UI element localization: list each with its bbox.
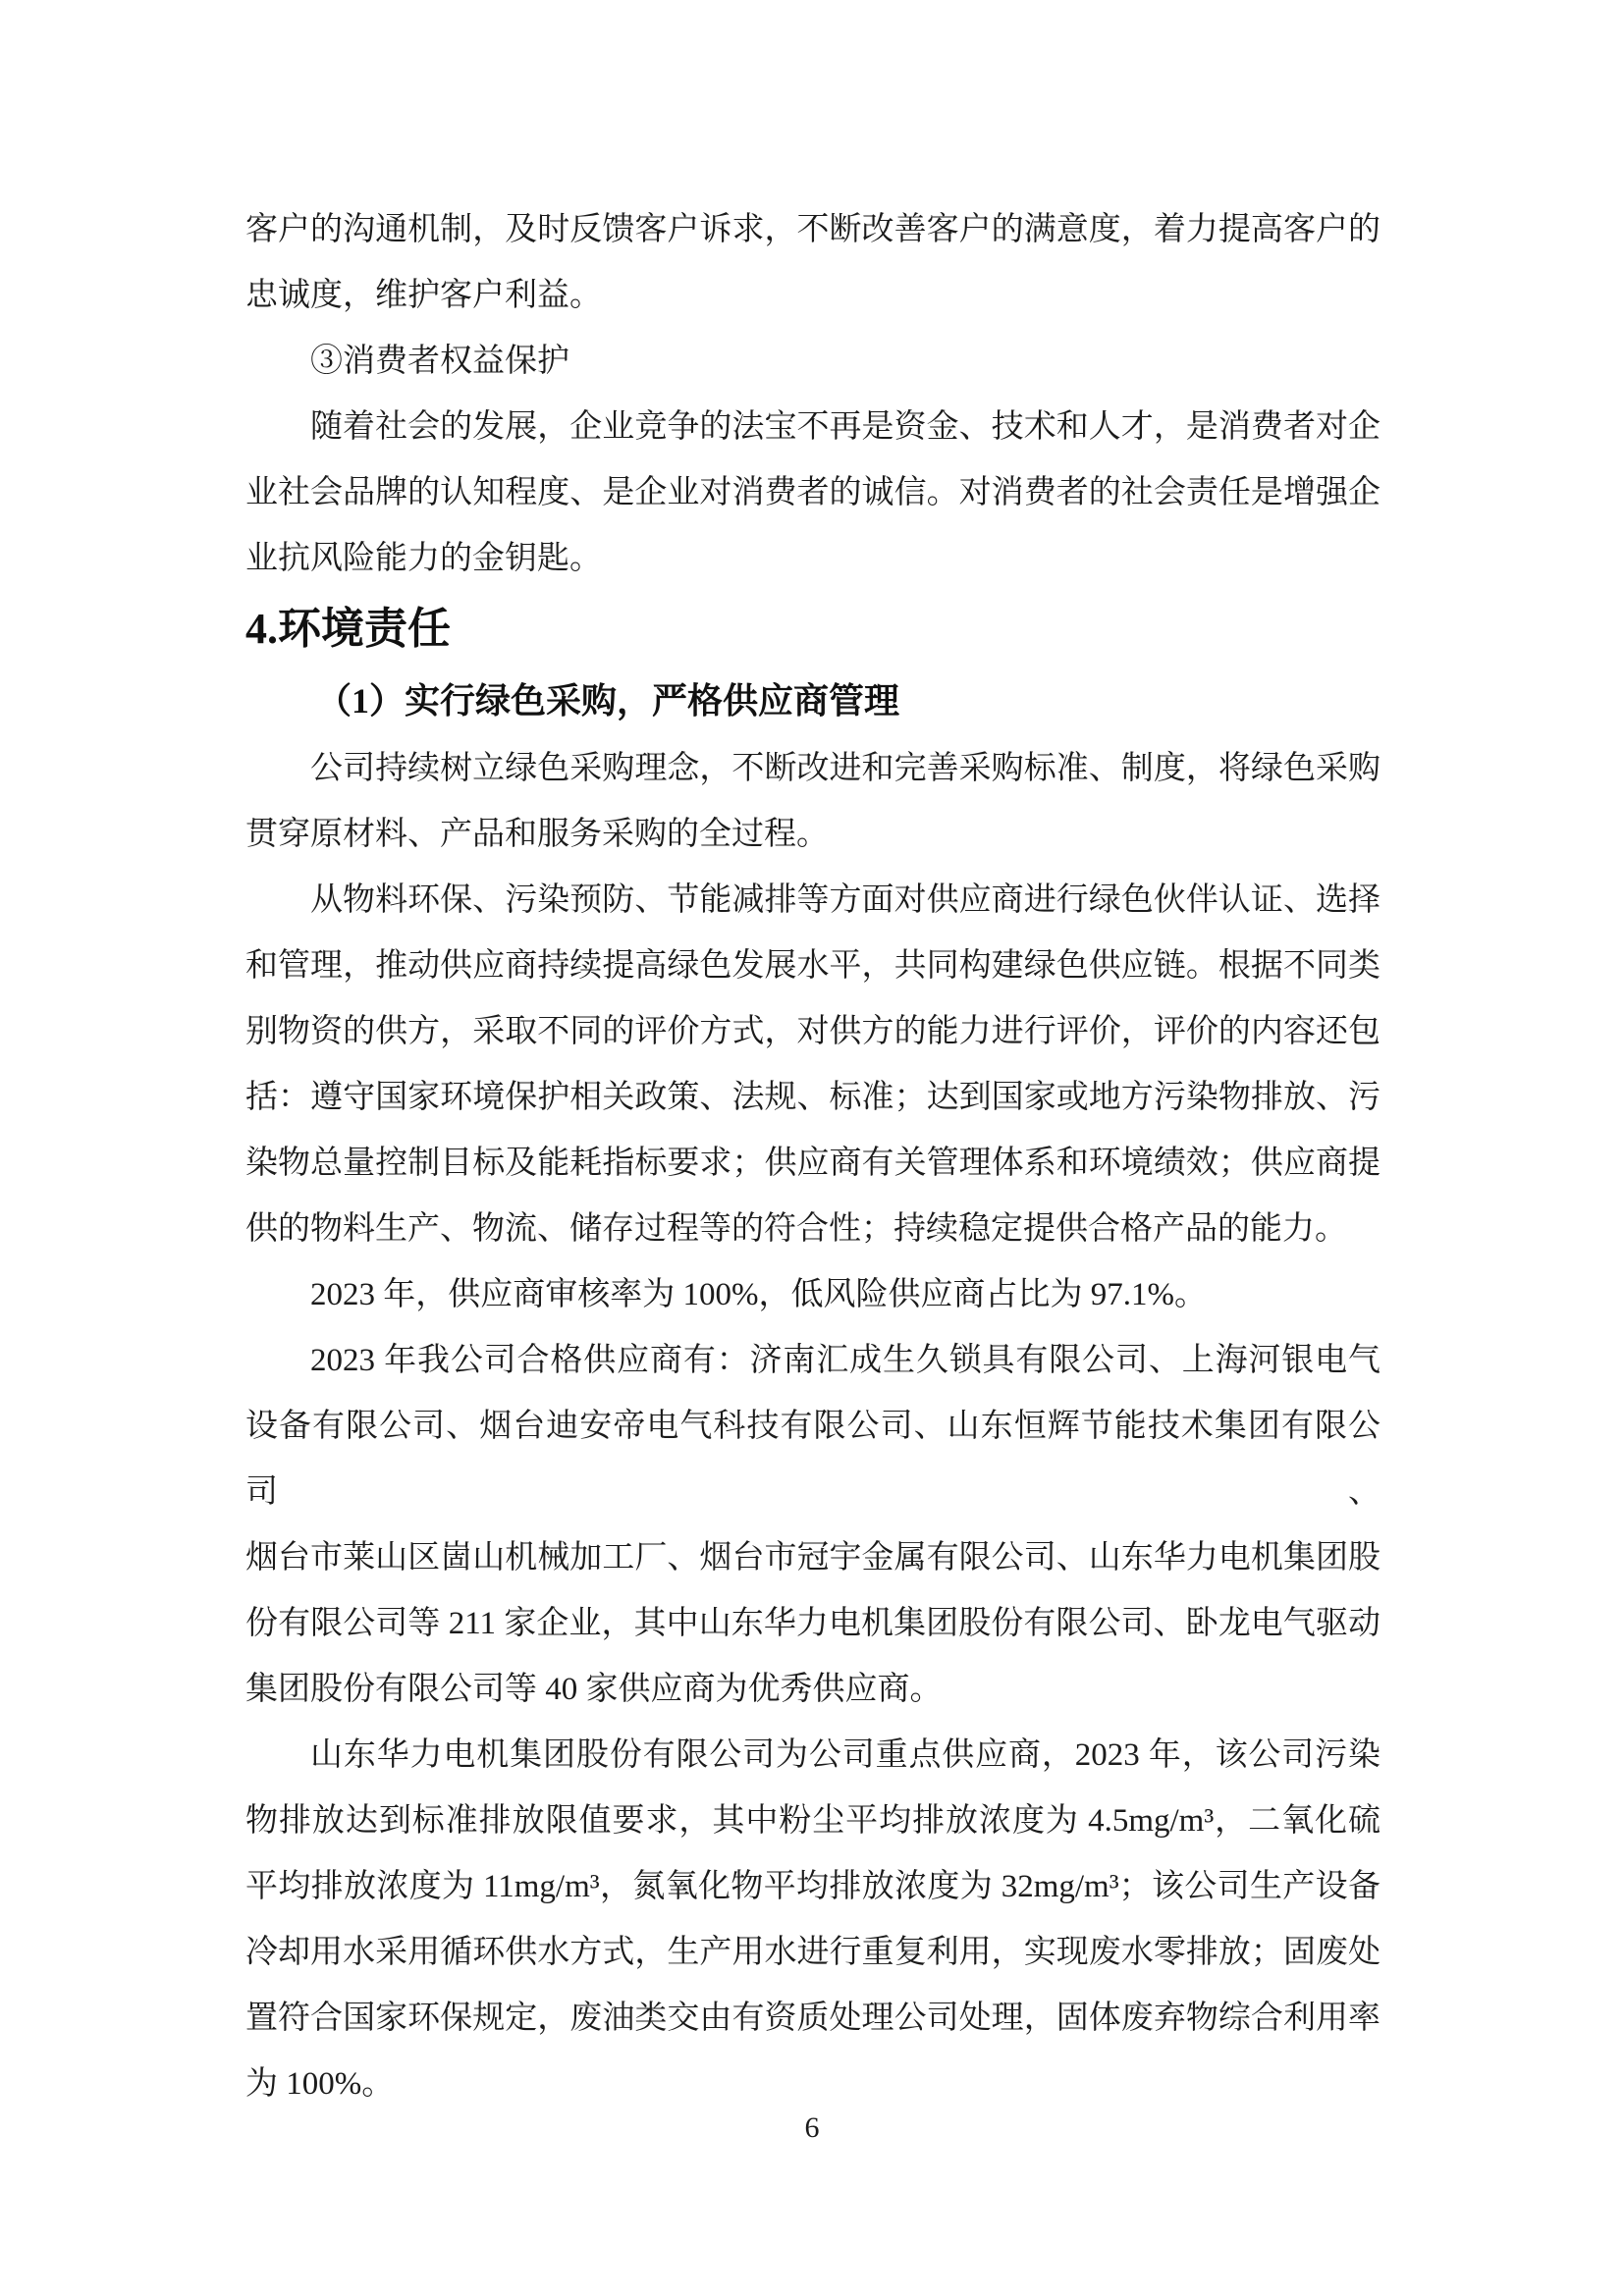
para-customer-communication-line-1: 客户的沟通机制，及时反馈客户诉求，不断改善客户的满意度，着力提高客户的 [245,212,1380,247]
para-qualified-suppliers-line-2: 设备有限公司、烟台迪安帝电气科技有限公司、山东恒辉节能技术集团有限公司、 [245,1409,1380,1510]
para-qualified-suppliers-line-4: 份有限公司等 211 家企业，其中山东华力电机集团股份有限公司、卧龙电气驱动 [245,1606,1380,1641]
para-supplier-eval-line-3: 别物资的供方，采取不同的评价方式，对供方的能力进行评价，评价的内容还包 [245,1014,1380,1049]
para-key-supplier-line-5: 置符合国家环保规定，废油类交由有资质处理公司处理，固体废弃物综合利用率 [245,2001,1380,2036]
para-consumer-line-2: 业社会品牌的认知程度、是企业对消费者的诚信。对消费者的社会责任是增强企 [245,475,1380,510]
para-audit-rate: 2023 年，供应商审核率为 100%，低风险供应商占比为 97.1%。 [310,1277,1207,1312]
para-consumer-line-1: 随着社会的发展，企业竞争的法宝不再是资金、技术和人才，是消费者对企 [310,409,1380,445]
para-key-supplier-line-6: 为 100%。 [245,2066,395,2102]
para-green-procurement-line-1: 公司持续树立绿色采购理念，不断改进和完善采购标准、制度，将绿色采购 [310,751,1380,786]
para-customer-communication-line-2: 忠诚度，维护客户利益。 [245,278,602,313]
para-consumer-line-3: 业抗风险能力的金钥匙。 [245,541,602,576]
para-qualified-suppliers-line-1: 2023 年我公司合格供应商有：济南汇成生久锁具有限公司、上海河银电气 [310,1343,1380,1378]
para-supplier-eval-line-4: 括：遵守国家环境保护相关政策、法规、标准；达到国家或地方污染物排放、污 [245,1080,1380,1115]
para-qualified-suppliers-line-3: 烟台市莱山区崮山机械加工厂、烟台市冠宇金属有限公司、山东华力电机集团股 [245,1540,1380,1575]
para-key-supplier-line-1: 山东华力电机集团股份有限公司为公司重点供应商，2023 年，该公司污染 [310,1737,1380,1773]
heading-green-procurement: （1）实行绿色采购，严格供应商管理 [316,681,900,721]
para-key-supplier-line-2: 物排放达到标准排放限值要求，其中粉尘平均排放浓度为 4.5mg/m³，二氧化硫 [245,1803,1380,1839]
para-supplier-eval-line-6: 供的物料生产、物流、储存过程等的符合性；持续稳定提供合格产品的能力。 [245,1211,1347,1247]
heading-environmental-responsibility: 4.环境责任 [245,605,451,653]
document-body [245,197,1380,2117]
para-key-supplier-line-4: 冷却用水采用循环供水方式，生产用水进行重复利用，实现废水零排放；固废处 [245,1935,1380,1970]
para-supplier-eval-line-5: 染物总量控制目标及能耗指标要求；供应商有关管理体系和环境绩效；供应商提 [245,1146,1380,1181]
para-supplier-eval-line-2: 和管理，推动供应商持续提高绿色发展水平，共同构建绿色供应链。根据不同类 [245,948,1380,984]
para-key-supplier-line-3: 平均排放浓度为 11mg/m³，氮氧化物平均排放浓度为 32mg/m³；该公司生产设备 [245,1869,1380,1904]
subheading-consumer-rights: ③消费者权益保护 [310,344,569,379]
para-green-procurement-line-2: 贯穿原材料、产品和服务采购的全过程。 [245,817,829,852]
para-supplier-eval-line-1: 从物料环保、污染预防、节能减排等方面对供应商进行绿色伙伴认证、选择 [310,882,1380,918]
para-qualified-suppliers-line-5: 集团股份有限公司等 40 家供应商为优秀供应商。 [245,1672,943,1707]
page-number: 6 [804,2111,820,2144]
